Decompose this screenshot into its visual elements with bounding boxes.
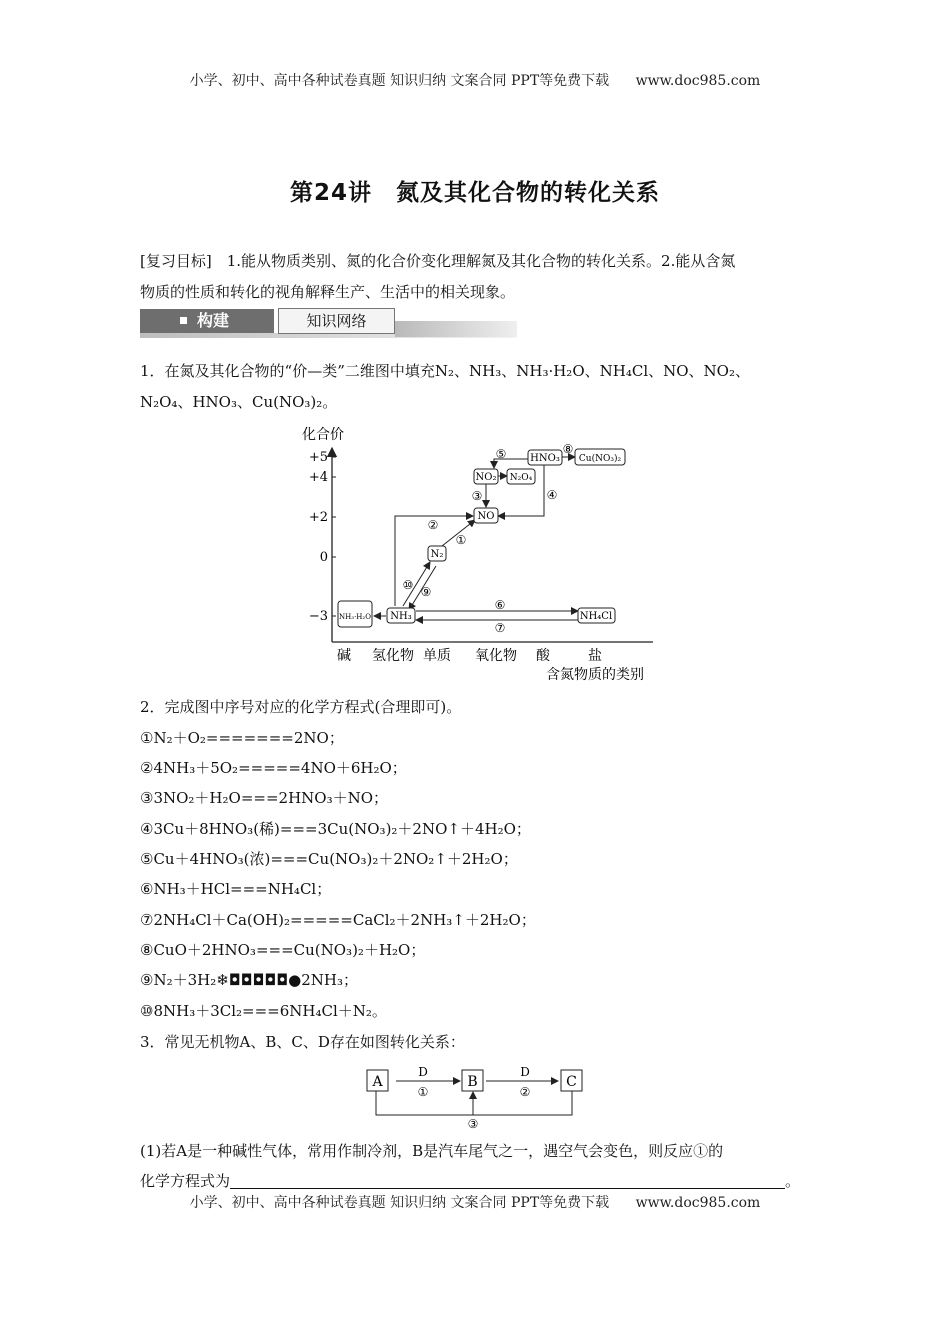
svg-text:NO: NO xyxy=(477,511,495,522)
svg-text:Cu(NO₃)₂: Cu(NO₃)₂ xyxy=(578,454,622,464)
svg-text:C: C xyxy=(566,1074,577,1090)
equation-10: ⑩8NH₃＋3Cl₂===6NH₄Cl＋N₂。 xyxy=(140,1002,387,1020)
page-footer xyxy=(0,1192,950,1212)
equation-6: ⑥NH₃＋HCl===NH₄Cl； xyxy=(140,880,332,898)
review-goals xyxy=(140,246,812,308)
section-banner xyxy=(140,307,516,339)
review-label: [复习目标] xyxy=(140,252,212,270)
q3-sub1-line-2 xyxy=(140,1170,800,1191)
equation-1: ①N₂＋O₂=======2NO； xyxy=(140,729,344,747)
q3-sub1-line-1: (1)若A是一种碱性气体，常用作制冷剂，B是汽车尾气之一，遇空气会变色，则反应①的 xyxy=(140,1142,724,1160)
label-4: ④ xyxy=(546,488,558,502)
flow-label-3: ③ xyxy=(467,1117,479,1131)
node-cuno32 xyxy=(575,449,625,465)
label-6: ⑥ xyxy=(494,598,506,612)
node-n2o4 xyxy=(507,469,535,484)
y-axis-title: 化合价 xyxy=(302,427,344,443)
x-tick-base: 碱 xyxy=(337,648,351,664)
flow-d-2: D xyxy=(520,1065,530,1079)
x-tick-element: 单质 xyxy=(423,648,451,664)
flow-label-2: ② xyxy=(519,1085,531,1099)
svg-text:HNO₃: HNO₃ xyxy=(530,453,560,464)
flow-label-1: ① xyxy=(417,1085,429,1099)
label-5: ⑤ xyxy=(495,447,507,461)
svg-text:N₂O₄: N₂O₄ xyxy=(509,473,533,483)
review-text-2: 物质的性质和转化的视角解释生产、生活中的相关现象。 xyxy=(140,283,516,301)
svg-text:N₂: N₂ xyxy=(430,549,444,560)
footer-text: 小学、初中、高中各种试卷真题 知识归纳 文案合同 PPT等免费下载 xyxy=(189,1195,610,1211)
equation-4: ④3Cu＋8HNO₃(稀)===3Cu(NO₃)₂＋2NO↑＋4H₂O； xyxy=(140,820,531,838)
review-text-1: 1.能从物质类别、氮的化合价变化理解氮及其化合物的转化关系。2.能从含氮 xyxy=(211,252,736,270)
banner-right: 知识网络 xyxy=(278,308,395,334)
x-tick-acid: 酸 xyxy=(536,648,550,664)
abc-flow-diagram xyxy=(366,1060,592,1132)
y-tick-plus2: +2 xyxy=(308,510,328,525)
equation-8: ⑧CuO＋2HNO₃===Cu(NO₃)₂＋H₂O； xyxy=(140,941,426,959)
header-url[interactable]: www.doc985.com xyxy=(635,73,761,89)
page-header xyxy=(0,70,950,90)
label-9: ⑨ xyxy=(420,585,432,599)
svg-text:NH₃·H₂O: NH₃·H₂O xyxy=(339,613,371,621)
y-tick-0: 0 xyxy=(319,550,328,565)
q3-intro: 3．常见无机物A、B、C、D存在如图转化关系： xyxy=(140,1033,465,1051)
equation-7: ⑦2NH₄Cl＋Ca(OH)₂=====CaCl₂＋2NH₃↑＋2H₂O； xyxy=(140,911,536,929)
x-tick-hydride: 氢化物 xyxy=(372,648,414,664)
label-7: ⑦ xyxy=(494,621,506,635)
node-nh4cl xyxy=(578,608,615,623)
answer-blank[interactable] xyxy=(230,1172,785,1189)
flow-d-1: D xyxy=(418,1065,428,1079)
svg-text:NH₃: NH₃ xyxy=(390,611,412,622)
svg-text:NO₂: NO₂ xyxy=(475,472,497,483)
x-axis-title: 含氮物质的类别 xyxy=(546,667,644,683)
label-3: ③ xyxy=(471,489,483,503)
q1-line-1: 1．在氮及其化合物的“价—类”二维图中填充N₂、NH₃、NH₃·H₂O、NH₄Cl、NO、NO₂、 xyxy=(140,362,750,380)
banner-left-label: 构建 xyxy=(197,311,230,330)
x-tick-oxide: 氧化物 xyxy=(475,648,517,664)
square-icon xyxy=(180,317,187,324)
label-10: ⑩ xyxy=(402,578,414,592)
banner-gradient xyxy=(395,321,517,337)
y-tick-plus4: +4 xyxy=(308,470,328,485)
header-text: 小学、初中、高中各种试卷真题 知识归纳 文案合同 PPT等免费下载 xyxy=(189,73,610,89)
label-2: ② xyxy=(427,518,439,532)
banner-left xyxy=(140,309,274,333)
x-tick-salt: 盐 xyxy=(588,648,602,664)
box-b xyxy=(462,1070,483,1091)
y-tick-plus5: +5 xyxy=(308,450,328,465)
svg-text:B: B xyxy=(467,1074,478,1090)
node-n2 xyxy=(428,546,446,561)
svg-text:NH₄Cl: NH₄Cl xyxy=(579,611,613,622)
node-no xyxy=(474,508,498,523)
question-1 xyxy=(140,356,812,418)
label-1: ① xyxy=(455,533,467,547)
q1-line-2: N₂O₄、HNO₃、Cu(NO₃)₂。 xyxy=(140,393,338,411)
node-no2 xyxy=(474,469,498,484)
equation-5: ⑤Cu＋4HNO₃(浓)===Cu(NO₃)₂＋2NO₂↑＋2H₂O； xyxy=(140,850,518,868)
label-8: ⑧ xyxy=(562,442,574,456)
equation-9: ⑨N₂＋3H₂❄◘◘◘◘◘●2NH₃； xyxy=(140,971,358,989)
node-nh3-h2o xyxy=(338,601,372,627)
box-c xyxy=(561,1070,582,1091)
node-nh3 xyxy=(387,608,415,623)
q3-sub1-suffix: 。 xyxy=(785,1172,801,1190)
equation-3: ③3NO₂＋H₂O===2HNO₃＋NO； xyxy=(140,789,389,807)
page-title: 第24讲 氮及其化合物的转化关系 xyxy=(289,180,660,206)
svg-text:A: A xyxy=(372,1074,383,1090)
box-a xyxy=(367,1070,388,1091)
valence-class-diagram xyxy=(290,420,660,690)
node-hno3 xyxy=(528,450,562,465)
y-tick-minus3: −3 xyxy=(308,609,328,624)
q2-intro: 2．完成图中序号对应的化学方程式(合理即可)。 xyxy=(140,698,462,716)
q3-sub1-prefix: 化学方程式为 xyxy=(140,1172,231,1190)
equation-2: ②4NH₃＋5O₂=====4NO＋6H₂O； xyxy=(140,759,407,777)
footer-url[interactable]: www.doc985.com xyxy=(635,1195,761,1211)
